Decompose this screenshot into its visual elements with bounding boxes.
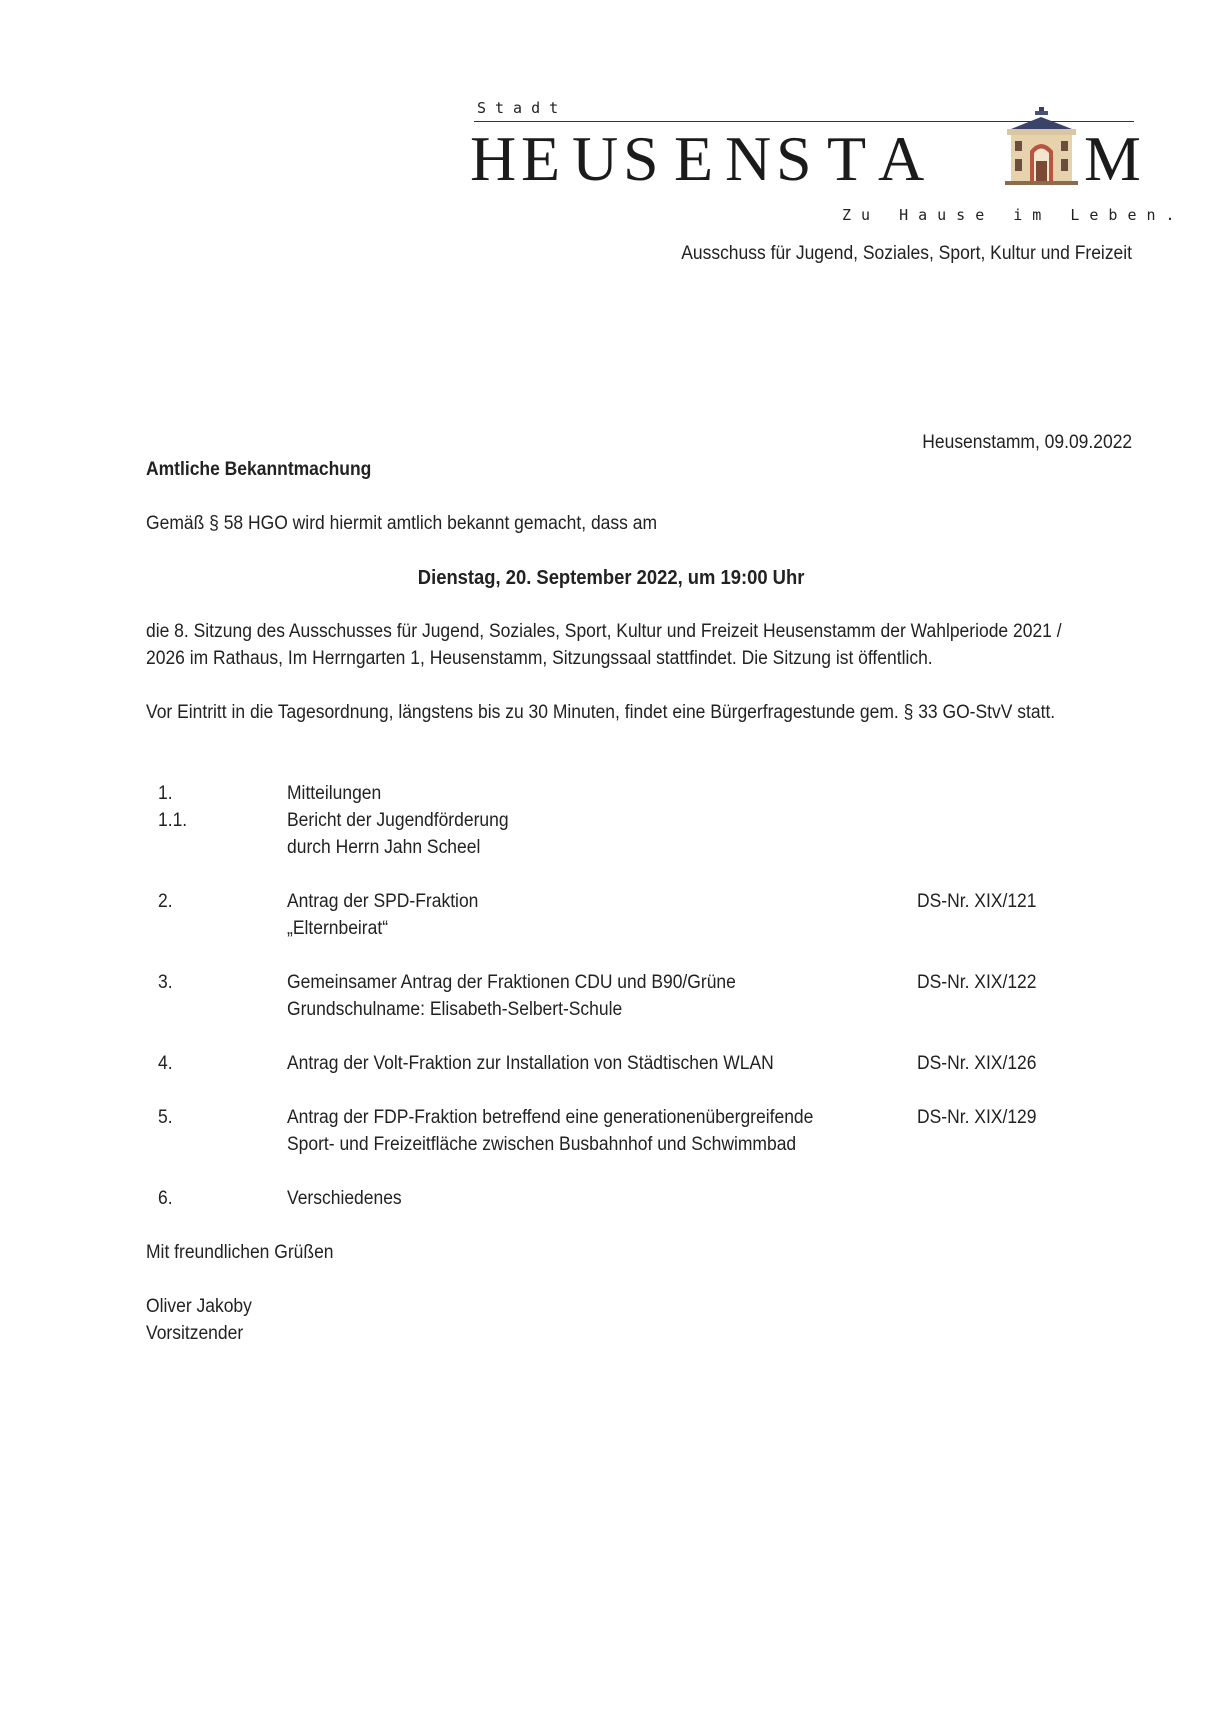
agenda-item-text: Antrag der SPD-Fraktion bbox=[287, 891, 479, 912]
logo-letter: U bbox=[572, 123, 619, 194]
notice-intro: Gemäß § 58 HGO wird hiermit amtlich bekannt gemacht, dass am bbox=[146, 513, 658, 534]
logo-letter-m: M bbox=[1084, 123, 1141, 194]
logo-letter: S bbox=[623, 123, 659, 194]
agenda-number: 1.1. bbox=[158, 810, 188, 831]
paragraph-line: die 8. Sitzung des Ausschusses für Jugend, Soziales, Sport, Kultur und Freizeit Heusenstamm der Wahlperiode 2021 / bbox=[146, 621, 1062, 642]
agenda-ds-number: DS-Nr. XIX/126 bbox=[917, 1053, 1037, 1074]
committee-name: Ausschuss für Jugend, Soziales, Sport, Kultur und Freizeit bbox=[681, 243, 1132, 264]
closing-greeting: Mit freundlichen Grüßen bbox=[146, 1242, 334, 1263]
meeting-date bbox=[0, 567, 1222, 590]
agenda-ds-number: DS-Nr. XIX/122 bbox=[917, 972, 1037, 993]
agenda-ds-number: DS-Nr. XIX/121 bbox=[917, 891, 1037, 912]
agenda-number: 2. bbox=[158, 891, 173, 912]
agenda-item-text: Gemeinsamer Antrag der Fraktionen CDU und B90/Grüne bbox=[287, 972, 736, 993]
signatory-name: Oliver Jakoby bbox=[146, 1296, 252, 1317]
logo-letter: H bbox=[470, 123, 517, 194]
agenda-number: 6. bbox=[158, 1188, 173, 1209]
agenda-item-text: Bericht der Jugendförderung bbox=[287, 810, 509, 831]
agenda-ds-number: DS-Nr. XIX/129 bbox=[917, 1107, 1037, 1128]
logo-stadt-text: Stadt bbox=[477, 99, 568, 117]
logo-letter: S bbox=[776, 123, 812, 194]
castle-building-icon bbox=[1003, 105, 1080, 185]
agenda-item-text: Antrag der Volt-Fraktion zur Installation von Städtischen WLAN bbox=[287, 1053, 774, 1074]
logo-letter: N bbox=[725, 123, 772, 194]
logo-letter: A bbox=[878, 123, 925, 194]
agenda-item-text: „Elternbeirat“ bbox=[287, 918, 389, 939]
agenda-item-text: Grundschulname: Elisabeth-Selbert-Schule bbox=[287, 999, 623, 1020]
agenda-item-text: Antrag der FDP-Fraktion betreffend eine generationenübergreifende bbox=[287, 1107, 814, 1128]
logo-letter: E bbox=[521, 123, 561, 194]
paragraph-line: 2026 im Rathaus, Im Herrngarten 1, Heusenstamm, Sitzungssaal stattfindet. Die Sitzung ist öffentlich. bbox=[146, 648, 933, 669]
agenda-number: 4. bbox=[158, 1053, 173, 1074]
logo-wordmark bbox=[470, 124, 929, 194]
agenda-item-text: Verschiedenes bbox=[287, 1188, 402, 1209]
agenda-item-text: Sport- und Freizeitfläche zwischen Busbahnhof und Schwimmbad bbox=[287, 1134, 797, 1155]
logo-letter: T bbox=[827, 123, 867, 194]
signatory-role: Vorsitzender bbox=[146, 1323, 244, 1344]
place-date: Heusenstamm, 09.09.2022 bbox=[922, 432, 1132, 453]
notice-title: Amtliche Bekanntmachung bbox=[146, 459, 372, 480]
agenda-number: 3. bbox=[158, 972, 173, 993]
meeting-date-text: Dienstag, 20. September 2022, um 19:00 Uhr bbox=[417, 567, 805, 589]
paragraph-citizen-questions: Vor Eintritt in die Tagesordnung, längstens bis zu 30 Minuten, findet eine Bürgerfragestunde gem. § 33 GO-StvV statt. bbox=[146, 702, 1056, 723]
logo-letter: E bbox=[674, 123, 714, 194]
agenda-number: 5. bbox=[158, 1107, 173, 1128]
logo-slogan: Zu Hause im Leben. bbox=[842, 206, 1185, 224]
agenda-item-text: Mitteilungen bbox=[287, 783, 382, 804]
agenda-number: 1. bbox=[158, 783, 173, 804]
agenda-item-text: durch Herrn Jahn Scheel bbox=[287, 837, 481, 858]
